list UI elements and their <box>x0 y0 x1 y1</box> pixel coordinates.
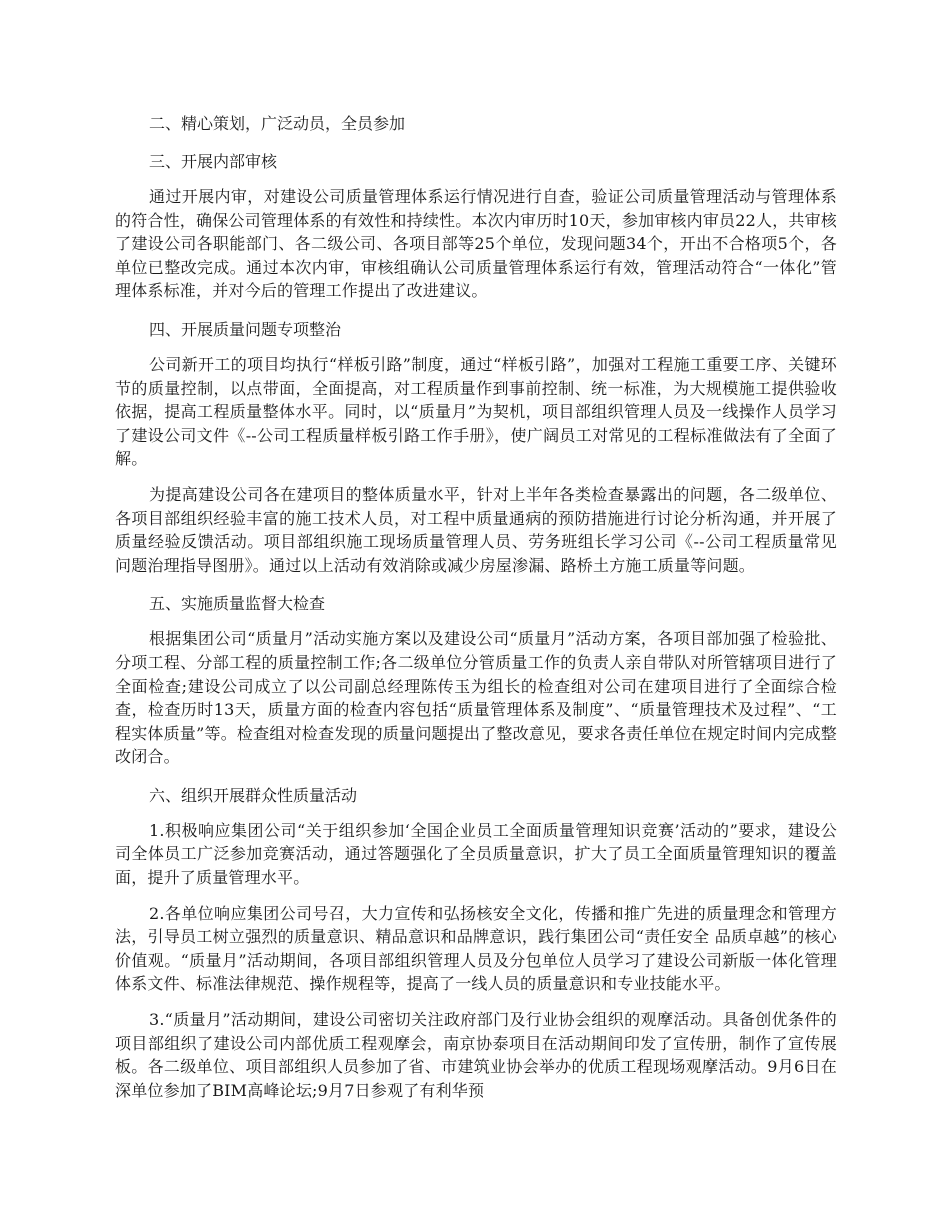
paragraph-activity-1: 1.积极响应集团公司“关于组织参加‘全国企业员工全面质量管理知识竞赛’活动的”要求，建设公司全体员工广泛参加竞赛活动，通过答题强化了全员质量意识，扩大了员工全面质量管理知识的覆盖面，提升了质量管理水平。 <box>115 820 837 888</box>
paragraph-internal-audit: 通过开展内审，对建设公司质量管理体系运行情况进行自查，验证公司质量管理活动与管理体系的符合性，确保公司管理体系的有效性和持续性。本次内审历时10天，参加审核内审员22人，共审核了建设公司各职能部门、各二级公司、各项目部等25个单位，发现问题34个，开出不合格项5个，各单位已整改完成。通过本次内审，审核组确认公司质量管理体系运行有效，管理活动符合“一体化”管理体系标准，并对今后的管理工作提出了改进建议。 <box>115 187 837 301</box>
paragraph-quality-improvement: 为提高建设公司各在建项目的整体质量水平，针对上半年各类检查暴露出的问题，各二级单位、各项目部组织经验丰富的施工技术人员，对工程中质量通病的预防措施进行讨论分析沟通，并开展了质量经验反馈活动。项目部组织施工现场质量管理人员、劳务班组长学习公司《--公司工程质量常见问题治理指导图册》。通过以上活动有效消除或减少房屋渗漏、路桥土方施工质量等问题。 <box>115 484 837 575</box>
section-heading-2: 二、精心策划，广泛动员，全员参加 <box>149 114 406 133</box>
paragraph-activity-3: 3.“质量月”活动期间，建设公司密切关注政府部门及行业协会组织的观摩活动。具备创优条件的项目部组织了建设公司内部优质工程观摩会，南京协泰项目在活动期间印发了宣传册，制作了宣传展板。各二级单位、项目部组织人员参加了省、市建筑业协会举办的优质工程现场观摩活动。9月6日在深单位参加了BIM高峰论坛;9月7日参观了有利华预 <box>115 1010 837 1100</box>
section-heading-6: 六、组织开展群众性质量活动 <box>149 785 358 805</box>
document-page <box>115 109 837 1114</box>
section-heading-5: 五、实施质量监督大检查 <box>149 594 326 614</box>
section-heading-4: 四、开展质量问题专项整治 <box>149 319 342 339</box>
paragraph-supervision-inspection: 根据集团公司“质量月”活动实施方案以及建设公司“质量月”活动方案，各项目部加强了检验批、分项工程、分部工程的质量控制工作;各二级单位分管质量工作的负责人亲自带队对所管辖项目进行了全面检查;建设公司成立了以公司副总经理陈传玉为组长的检查组对公司在建项目进行了全面综合检查，检查历时13天，质量方面的检查内容包括“质量管理体系及制度”、“质量管理技术及过程”、“工程实体质量”等。检查组对检查发现的质量问题提出了整改意见，要求各责任单位在规定时间内完成整改闭合。 <box>115 629 837 767</box>
paragraph-sample-guidance: 公司新开工的项目均执行“样板引路”制度，通过“样板引路”，加强对工程施工重要工序、关键环节的质量控制，以点带面，全面提高，对工程质量作到事前控制、统一标准，为大规模施工提供验收依据，提高工程质量整体水平。同时，以“质量月”为契机，项目部组织管理人员及一线操作人员学习了建设公司文件《--公司工程质量样板引路工作手册》，使广阔员工对常见的工程标准做法有了全面了解。 <box>115 354 837 469</box>
section-heading-3: 三、开展内部审核 <box>149 152 278 171</box>
paragraph-activity-2: 2.各单位响应集团公司号召，大力宣传和弘扬核安全文化，传播和推广先进的质量理念和管理方法，引导员工树立强烈的质量意识、精品意识和品牌意识，践行集团公司“责任安全 品质卓越”的核心价值观。“质量月”活动期间，各项目部组织管理人员及分包单位人员学习了建设公司新版一体化管理体系文件、标准法律规范、操作规程等，提高了一线人员的质量意识和专业技能水平。 <box>115 903 837 994</box>
